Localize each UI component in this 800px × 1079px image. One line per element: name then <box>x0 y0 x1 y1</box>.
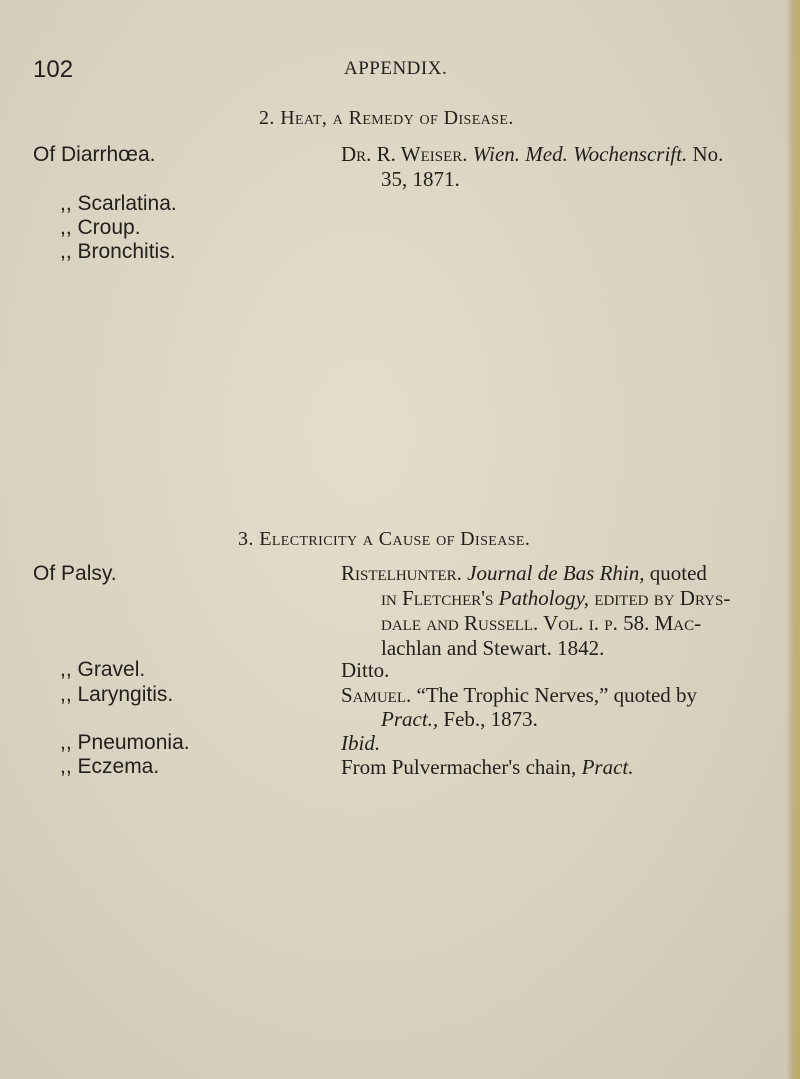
running-title: APPENDIX. <box>344 58 448 79</box>
entry-label-scarlatina: ,, Scarlatina. <box>60 192 177 215</box>
ref-author: Samuel. <box>341 683 412 707</box>
page-number: 102 <box>33 56 74 83</box>
ref-text: edited by Drys- <box>594 586 731 610</box>
ref-text: in Fletcher's <box>381 586 494 610</box>
entry-label-pneumonia: ,, Pneumonia. <box>60 731 190 754</box>
entry-ref-gravel: Ditto. <box>341 658 390 682</box>
entry-label-diarrhoea: Of Diarrhœa. <box>33 143 156 166</box>
ref-author: Dr. R. Weiser. <box>341 142 468 166</box>
page-edge-gilt <box>786 0 800 1079</box>
ref-author: Ristelhunter. <box>341 561 462 585</box>
section-heading-electricity: 3. Electricity a Cause of Disease. <box>238 528 531 550</box>
entry-ref-eczema <box>341 755 633 780</box>
entry-ref-laryngitis-line2 <box>381 707 538 732</box>
entry-label-gravel: ,, Gravel. <box>60 658 146 681</box>
entry-ref-pneumonia <box>341 731 380 756</box>
ref-book: Pathology, <box>498 586 590 610</box>
ref-journal: Wien. Med. Wochenscrift. <box>472 142 688 166</box>
ref-text: “The Trophic Nerves,” quoted by <box>416 683 698 707</box>
entry-ref-diarrhoea-line2: 35, 1871. <box>381 167 460 191</box>
ref-journal: Pract. <box>581 755 634 779</box>
entry-ref-diarrhoea <box>341 142 723 167</box>
entry-ref-palsy <box>341 561 707 586</box>
ref-tail: No. <box>692 142 724 166</box>
entry-ref-palsy-line3: dale and Russell. Vol. i. p. 58. Mac- <box>381 611 702 635</box>
entry-label-croup: ,, Croup. <box>60 216 141 239</box>
entry-label-palsy: Of Palsy. <box>33 562 117 585</box>
ref-text: From Pulvermacher's chain, <box>341 755 577 779</box>
ref-journal: Journal de Bas Rhin, <box>467 561 645 585</box>
entry-label-eczema: ,, Eczema. <box>60 755 160 778</box>
entry-label-laryngitis: ,, Laryngitis. <box>60 683 174 706</box>
ref-ibid: Ibid. <box>341 731 381 755</box>
entry-ref-laryngitis <box>341 683 697 708</box>
ref-text: Feb., 1873. <box>443 707 538 731</box>
section-heading-heat: 2. Heat, a Remedy of Disease. <box>259 107 514 129</box>
entry-label-bronchitis: ,, Bronchitis. <box>60 240 176 263</box>
entry-ref-palsy-line4: lachlan and Stewart. 1842. <box>381 636 605 660</box>
entry-ref-palsy-line2 <box>381 586 730 611</box>
ref-journal: Pract., <box>381 707 439 731</box>
ref-tail: quoted <box>649 561 707 585</box>
